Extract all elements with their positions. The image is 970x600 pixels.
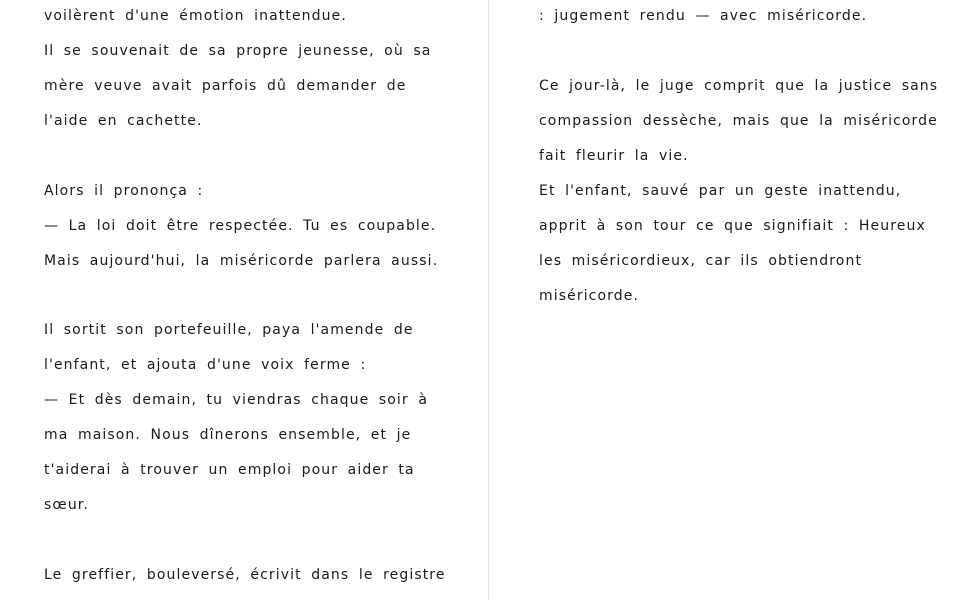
text-line: les miséricordieux, car ils obtiendront [539, 253, 863, 269]
text-line: compassion dessèche, mais que la miséricorde [539, 113, 938, 129]
text-line: Ce jour-là, le juge comprit que la justice sans [539, 78, 939, 94]
text-line: Et l'enfant, sauvé par un geste inattendu, [539, 183, 902, 199]
text-line: ma maison. Nous dînerons ensemble, et je [44, 427, 412, 443]
text-line: t'aiderai à trouver un emploi pour aider ta [44, 462, 415, 478]
text-line: : jugement rendu — avec miséricorde. [539, 8, 868, 24]
text-line: — Et dès demain, tu viendras chaque soir à [44, 392, 429, 408]
text-line: Il se souvenait de sa propre jeunesse, où sa [44, 43, 432, 59]
text-line: mère veuve avait parfois dû demander de [44, 78, 407, 94]
text-line: — La loi doit être respectée. Tu es coupable. [44, 218, 437, 234]
page-divider [488, 0, 489, 600]
text-line: Mais aujourd'hui, la miséricorde parlera aussi. [44, 253, 439, 269]
text-line: voilèrent d'une émotion inattendue. [44, 8, 347, 24]
text-line: apprit à son tour ce que signifiait : Heureux [539, 218, 926, 234]
text-line: Alors il prononça : [44, 183, 204, 199]
text-line: l'aide en cachette. [44, 113, 203, 129]
text-line: sœur. [44, 497, 89, 513]
text-line: miséricorde. [539, 288, 640, 304]
text-line: Il sortit son portefeuille, paya l'amende de [44, 322, 414, 338]
text-line: Le greffier, bouleversé, écrivit dans le registre [44, 567, 446, 583]
text-line: fait fleurir la vie. [539, 148, 689, 164]
text-line: l'enfant, et ajouta d'une voix ferme : [44, 357, 367, 373]
